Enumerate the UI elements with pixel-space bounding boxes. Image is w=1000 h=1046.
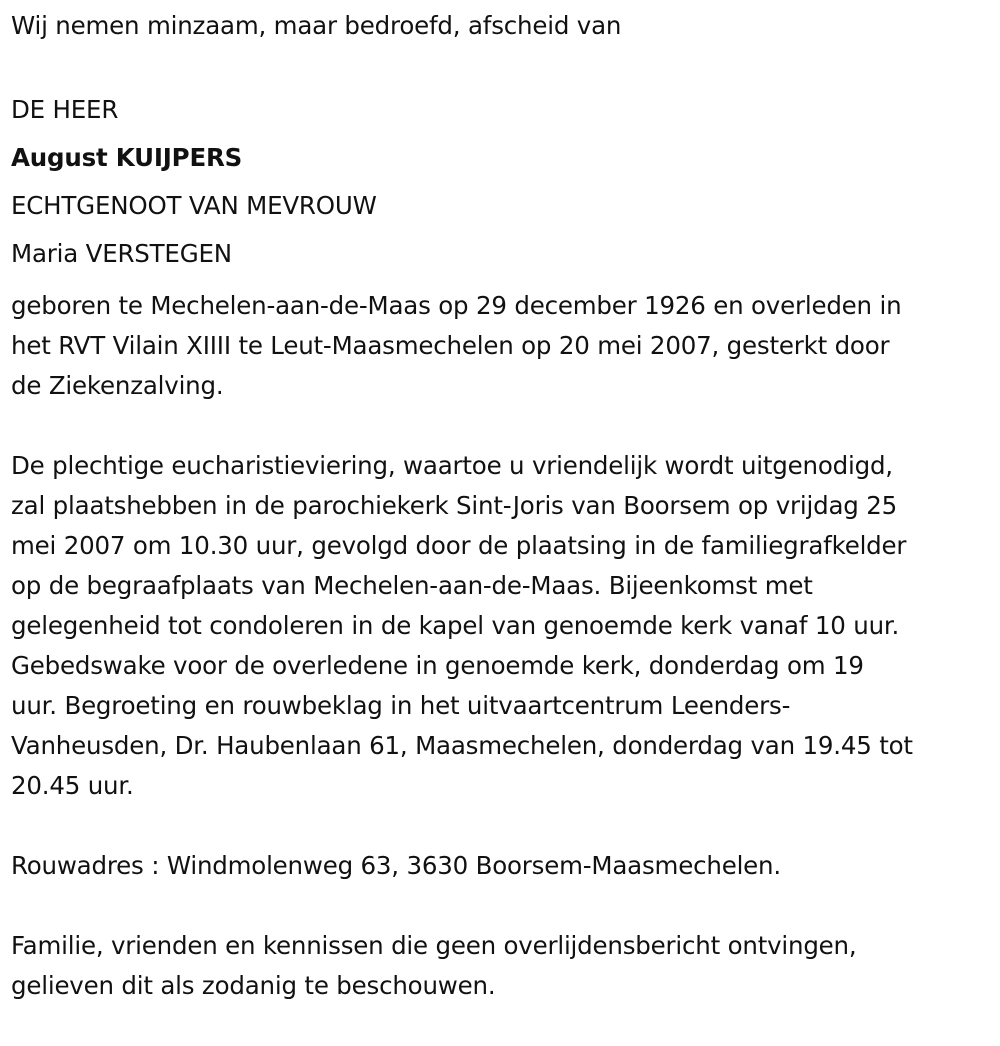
text-line: de Ziekenzalving. [11,371,224,400]
mourning-address: Rouwadres : Windmolenweg 63, 3630 Boorsem-Maasmechelen. [11,851,781,880]
text-line: geboren te Mechelen-aan-de-Maas op 29 december 1926 en overleden in [11,291,902,320]
text-line: het RVT Vilain XIIII te Leut-Maasmechelen op 20 mei 2007, gesterkt door [11,331,890,360]
deceased-name: August KUIJPERS [11,143,243,172]
text-line: Vanheusden, Dr. Haubenlaan 61, Maasmechelen, donderdag van 19.45 tot [11,731,913,760]
text-line: zal plaatshebben in de parochiekerk Sint-Joris van Boorsem op vrijdag 25 [11,491,897,520]
closing-paragraph [11,926,996,1006]
text-line: uur. Begroeting en rouwbeklag in het uitvaartcentrum Leenders- [11,691,791,720]
text-line: Gebedswake voor de overledene in genoemde kerk, donderdag om 19 [11,651,864,680]
text-line: Familie, vrienden en kennissen die geen overlijdensbericht ontvingen, [11,931,857,960]
text-line: De plechtige eucharistieviering, waartoe u vriendelijk wordt uitgenodigd, [11,451,893,480]
text-line: mei 2007 om 10.30 uur, gevolgd door de plaatsing in de familiegrafkelder [11,531,907,560]
spouse-name: Maria VERSTEGEN [11,239,232,268]
spouse-relation: ECHTGENOOT VAN MEVROUW [11,191,377,220]
text-line: gelieven dit als zodanig te beschouwen. [11,971,496,1000]
death-notice [11,6,996,1006]
ceremony-paragraph [11,446,996,806]
text-line: op de begraafplaats van Mechelen-aan-de-Maas. Bijeenkomst met [11,571,813,600]
opening-line: Wij nemen minzaam, maar bedroefd, afscheid van [11,11,622,40]
text-line: 20.45 uur. [11,771,134,800]
deceased-heading [11,86,996,278]
honorific: DE HEER [11,95,119,124]
address-paragraph [11,846,996,886]
birth-death-paragraph [11,286,996,406]
text-line: gelegenheid tot condoleren in de kapel van genoemde kerk vanaf 10 uur. [11,611,900,640]
